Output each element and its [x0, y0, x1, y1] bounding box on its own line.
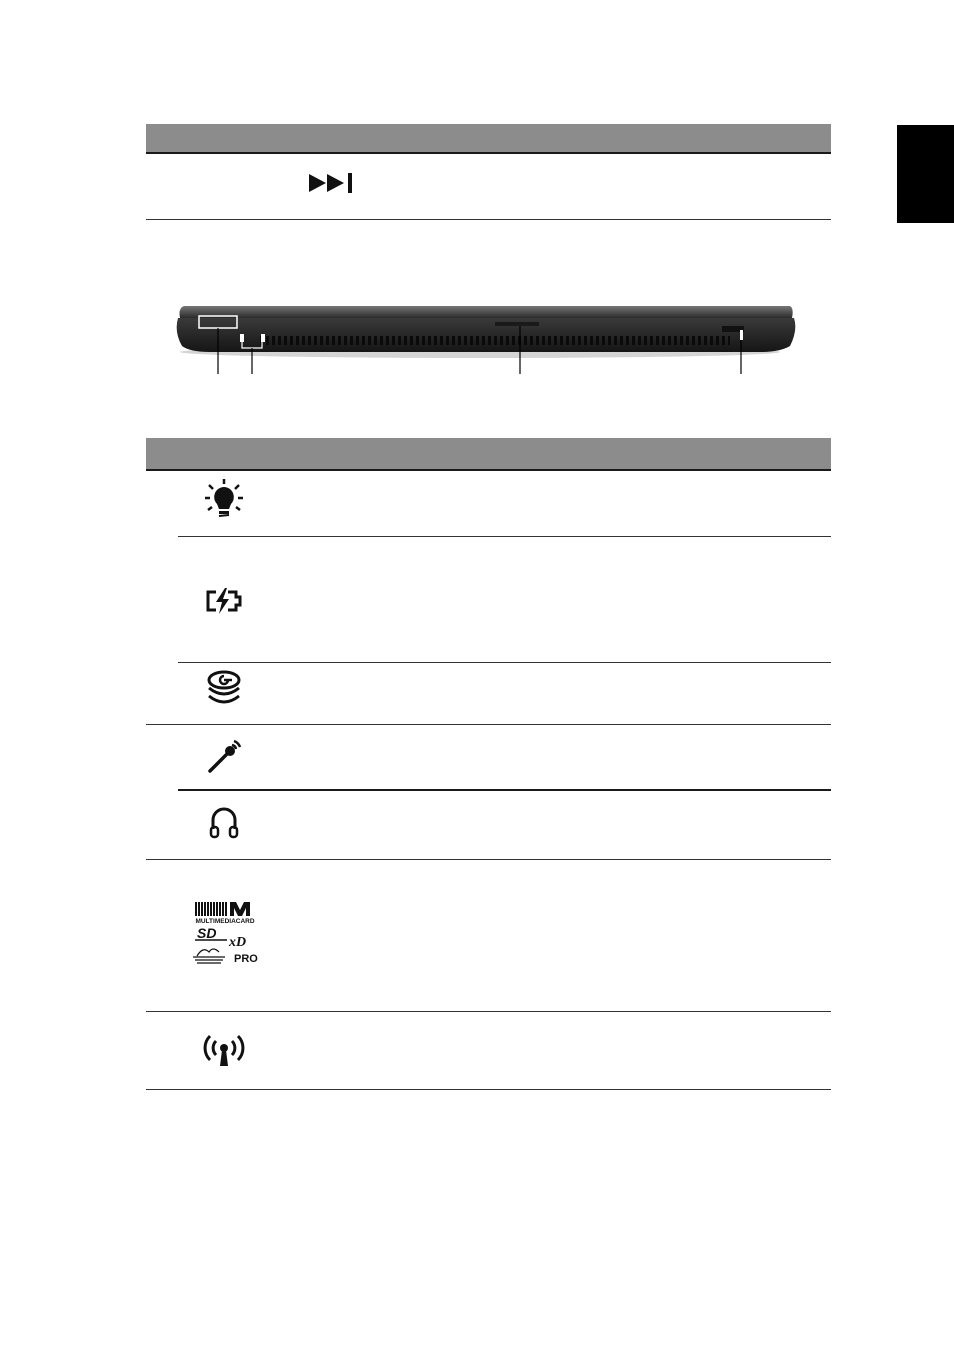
xd-logo-text: xD [229, 935, 247, 950]
next-track-icon [309, 173, 355, 193]
front-view-table [146, 438, 831, 1090]
card-reader-logos-icon [193, 902, 259, 964]
hdd-icon [207, 670, 241, 710]
multimediacard-text: MULTIMEDIACARD [195, 918, 255, 925]
laptop-front-view-figure [170, 296, 800, 380]
battery-charging-icon [204, 588, 246, 614]
table-bottom-rule [146, 219, 831, 220]
table-header [146, 438, 831, 471]
microphone-icon [206, 739, 242, 775]
language-tab [897, 125, 954, 223]
laptop-lid [180, 306, 793, 318]
table-header [146, 124, 831, 154]
row-rule [178, 536, 831, 537]
row-rule [146, 724, 831, 725]
laptop-base [177, 318, 796, 352]
sd-logo-text: SD [197, 925, 217, 941]
headphones-icon [208, 805, 240, 839]
vent-grille [260, 336, 730, 345]
row-rule [146, 1011, 831, 1012]
table-bottom-rule [146, 1089, 831, 1090]
row-rule [146, 859, 831, 860]
wireless-icon [201, 1034, 247, 1068]
media-keys-table [146, 124, 831, 220]
row-rule [178, 662, 831, 663]
row-rule [178, 789, 831, 791]
power-light-icon [204, 479, 244, 521]
pro-logo-text: PRO [234, 953, 258, 964]
